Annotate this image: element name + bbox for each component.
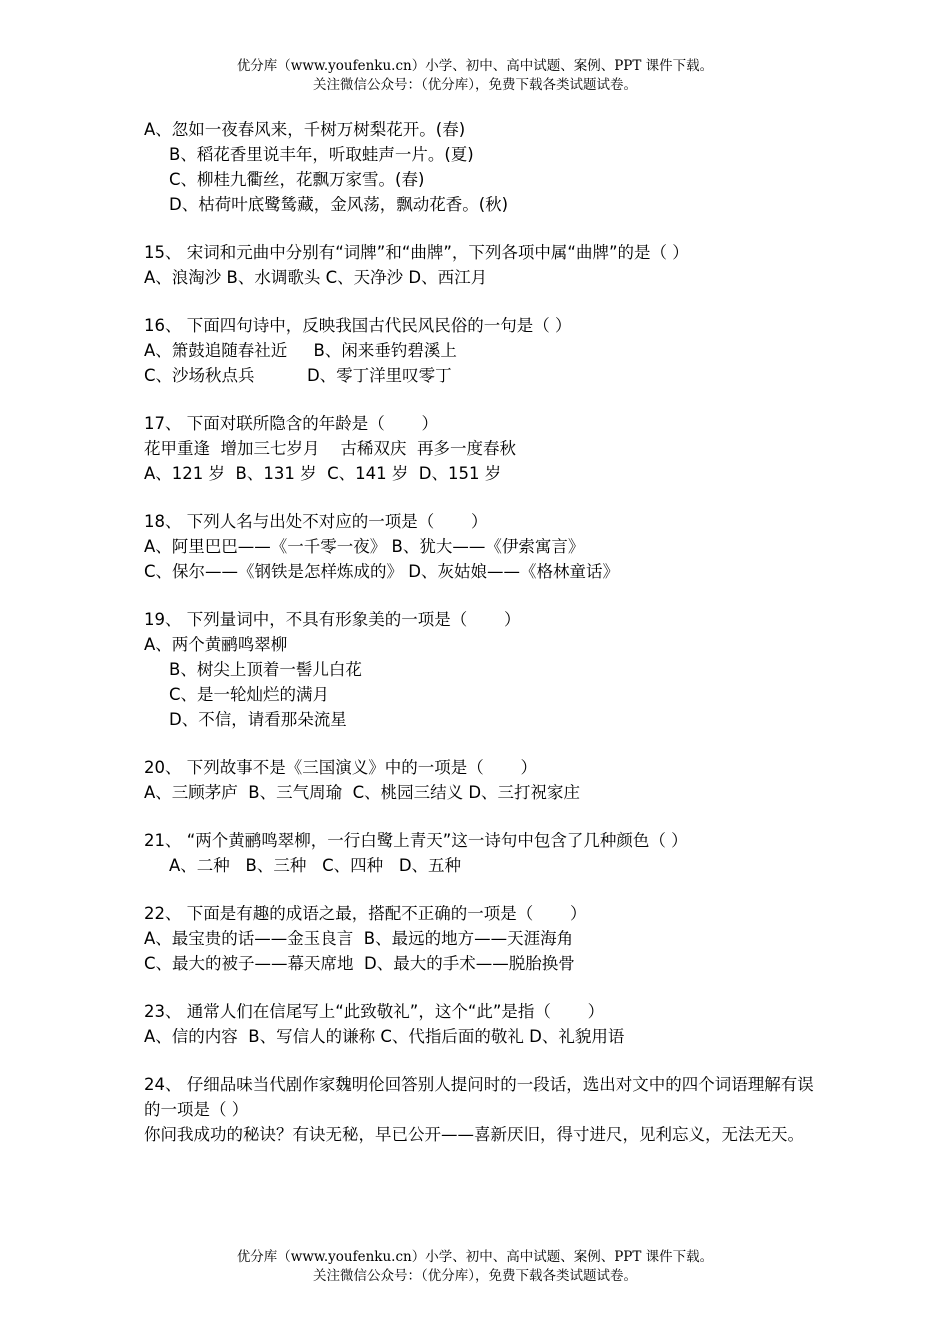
option-a: A、两个黄鹂鸣翠柳: [144, 635, 288, 654]
option-a: A、忽如一夜春风来，千树万树梨花开。(春): [144, 120, 466, 139]
couplet-text: 花甲重逢 增加三七岁月 古稀双庆 再多一度春秋: [144, 439, 516, 458]
question-options-line-2: C、沙场秋点兵 D、零丁洋里叹零丁: [144, 366, 452, 385]
option-b: B、树尖上顶着一髻儿白花: [169, 660, 362, 679]
question-stem: 24、 仔细品味当代剧作家魏明伦回答别人提问时的一段话，选出对文中的四个词语理解有误的一项是（ ）: [144, 1075, 814, 1119]
question-options: A、三顾茅庐 B、三气周瑜 C、桃园三结义 D、三打祝家庄: [144, 783, 581, 802]
question-options: A、信的内容 B、写信人的谦称 C、代指后面的敬礼 D、礼貌用语: [144, 1027, 625, 1046]
question-stem: 19、 下列量词中，不具有形象美的一项是（ ）: [144, 610, 521, 629]
question-stem: 16、 下面四句诗中，反映我国古代民风民俗的一句是（ ）: [144, 316, 572, 335]
option-b: B、稻花香里说丰年，听取蛙声一片。(夏): [169, 145, 474, 164]
question-22: [144, 901, 814, 976]
question-stem: 17、 下面对联所隐含的年龄是（ ）: [144, 414, 438, 433]
question-stem: 21、 “两个黄鹂鸣翠柳，一行白鹭上青天”这一诗句中包含了几种颜色（ ）: [144, 831, 688, 850]
header-line-1: 优分库（www.youfenku.cn）小学、初中、高中试题、案例、PPT 课件下载。: [236, 58, 714, 74]
option-d: D、枯荷叶底鹭鸶藏，金风荡，飘动花香。(秋): [169, 195, 509, 214]
question-options-line-2: C、保尔——《钢铁是怎样炼成的》 D、灰姑娘——《格林童话》: [144, 562, 619, 581]
question-23: [144, 999, 814, 1049]
question-stem: 20、 下列故事不是《三国演义》中的一项是（ ）: [144, 758, 537, 777]
question-19: [144, 607, 814, 732]
page-header: [0, 57, 950, 95]
question-17: [144, 411, 814, 486]
footer-line-2: 关注微信公众号：（优分库），免费下载各类试题试卷。: [313, 1268, 637, 1284]
question-20: [144, 755, 814, 805]
header-line-2: 关注微信公众号：（优分库），免费下载各类试题试卷。: [313, 77, 637, 93]
question-15: [144, 240, 814, 290]
question-18: [144, 509, 814, 584]
question-options: A、二种 B、三种 C、四种 D、五种: [169, 856, 462, 875]
question-stem: 22、 下面是有趣的成语之最，搭配不正确的一项是（ ）: [144, 904, 587, 923]
question-options-line-1: A、最宝贵的话——金玉良言 B、最远的地方——天涯海角: [144, 929, 574, 948]
question-stem: 18、 下列人名与出处不对应的一项是（ ）: [144, 512, 488, 531]
question-options: A、浪淘沙 B、水调歌头 C、天净沙 D、西江月: [144, 268, 488, 287]
question-14-options: [144, 117, 814, 217]
footer-line-1: 优分库（www.youfenku.cn）小学、初中、高中试题、案例、PPT 课件下载。: [236, 1249, 714, 1265]
page-footer: [0, 1248, 950, 1286]
question-options-line-1: A、阿里巴巴——《一千零一夜》 B、犹大——《伊索寓言》: [144, 537, 585, 556]
option-c: C、柳桂九衢丝，花飘万家雪。(春): [169, 170, 425, 189]
question-passage: 你问我成功的秘诀？有诀无秘，早已公开——喜新厌旧，得寸进尺，见利忘义，无法无天。: [144, 1125, 804, 1144]
question-options: A、121 岁 B、131 岁 C、141 岁 D、151 岁: [144, 464, 502, 483]
option-c: C、是一轮灿烂的满月: [169, 685, 330, 704]
question-stem: 15、 宋词和元曲中分别有“词牌”和“曲牌”，下列各项中属“曲牌”的是（ ）: [144, 243, 689, 262]
question-21: [144, 828, 814, 878]
question-24: [144, 1072, 814, 1147]
question-stem: 23、 通常人们在信尾写上“此致敬礼”，这个“此”是指（ ）: [144, 1002, 605, 1021]
question-16: [144, 313, 814, 388]
question-options-line-1: A、箫鼓追随春社近 B、闲来垂钓碧溪上: [144, 341, 457, 360]
question-options-line-2: C、最大的被子——幕天席地 D、最大的手术——脱胎换骨: [144, 954, 575, 973]
question-list: [144, 117, 814, 1170]
option-d: D、不信，请看那朵流星: [169, 710, 347, 729]
